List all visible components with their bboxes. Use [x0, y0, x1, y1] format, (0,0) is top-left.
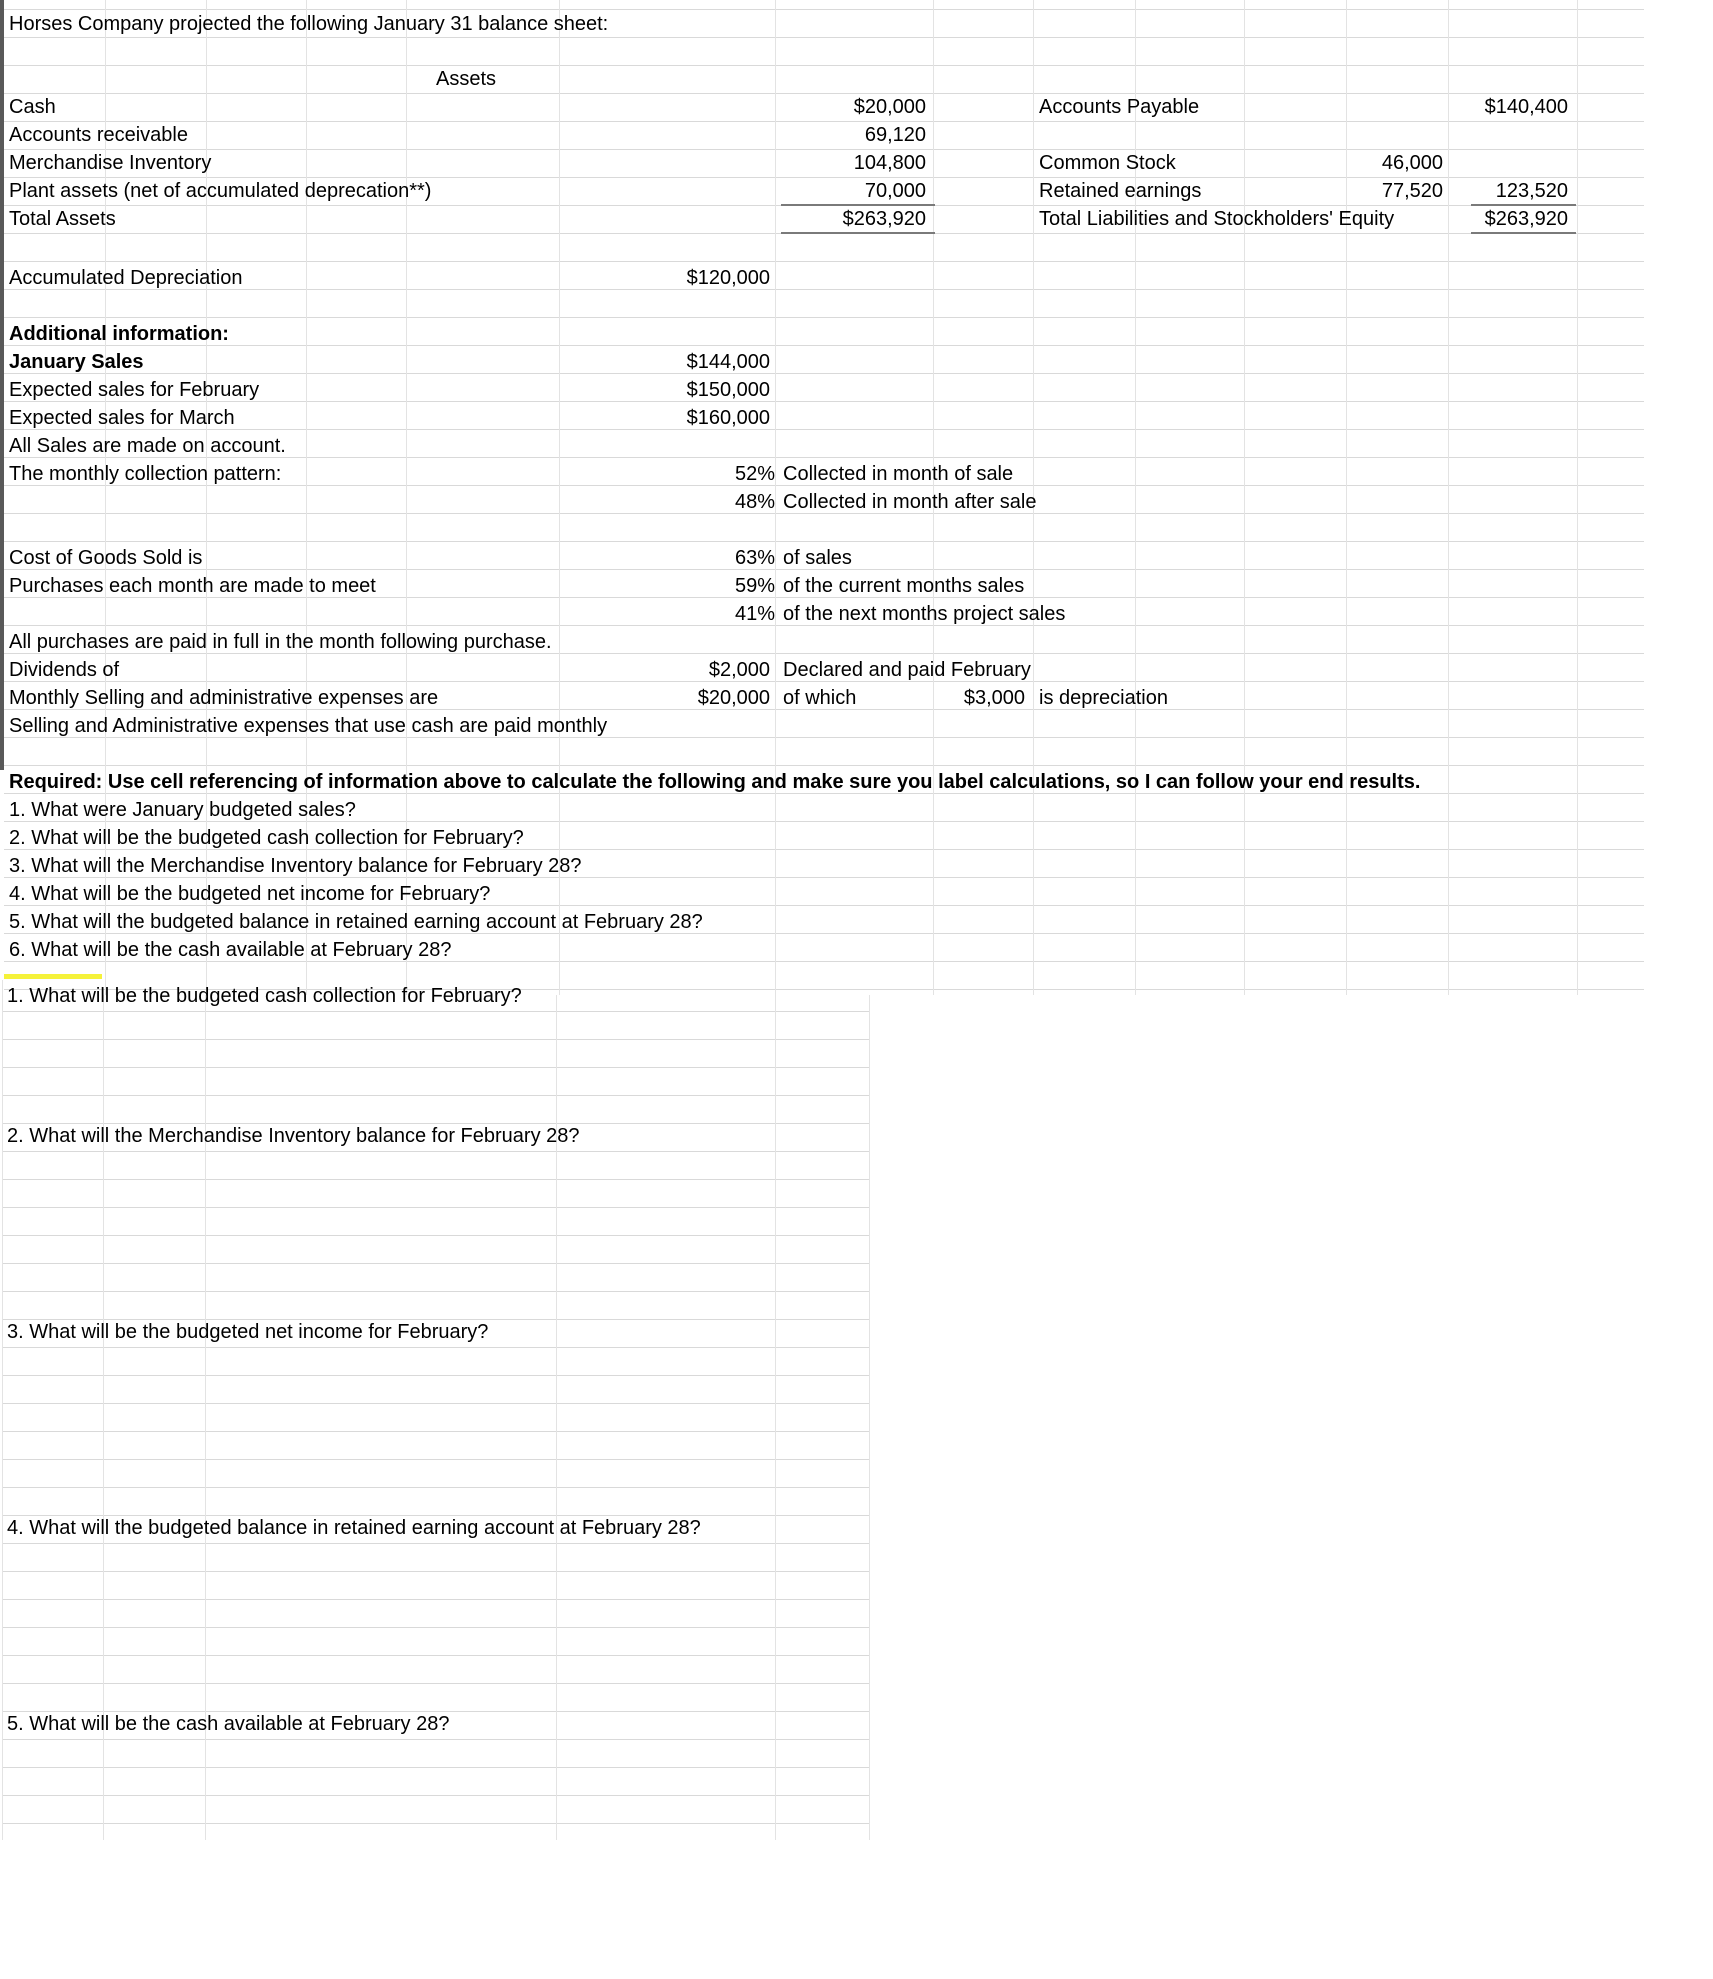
asset-label-plant[interactable]: Plant assets (net of accumulated deprecation**): [9, 180, 432, 202]
grid-row-line: [2, 1627, 870, 1628]
grid-row-line: [4, 373, 1644, 374]
grid-row-line: [4, 317, 1644, 318]
grid-column-line: [1448, 0, 1449, 995]
total-liabilities-label[interactable]: Total Liabilities and Stockholders' Equity: [1039, 208, 1395, 230]
assets-header[interactable]: Assets: [436, 68, 497, 90]
asset-value-inventory[interactable]: 104,800: [853, 152, 926, 174]
asset-value-plant[interactable]: 70,000: [864, 180, 926, 202]
required-question-1[interactable]: 1. What were January budgeted sales?: [9, 799, 356, 821]
grid-row-line: [4, 261, 1644, 262]
common-stock-value[interactable]: 46,000: [1381, 152, 1443, 174]
grid-row-line: [2, 1039, 870, 1040]
cogs-label[interactable]: Cost of Goods Sold is: [9, 547, 203, 569]
sales-on-account-text[interactable]: All Sales are made on account.: [9, 435, 286, 457]
feb-sales-label[interactable]: Expected sales for February: [9, 379, 260, 401]
purchases-label[interactable]: Purchases each month are made to meet: [9, 575, 376, 597]
grid-row-line: [2, 1207, 870, 1208]
cogs-pct[interactable]: 63%: [734, 547, 775, 569]
sga-value[interactable]: $20,000: [697, 687, 770, 709]
grid-row-line: [2, 1739, 870, 1740]
required-question-3[interactable]: 3. What will the Merchandise Inventory balance for February 28?: [9, 855, 582, 877]
sheet-title[interactable]: Horses Company projected the following January 31 balance sheet:: [9, 13, 609, 35]
grid-row-line: [2, 1347, 870, 1348]
answer-heading-1[interactable]: 1. What will be the budgeted cash collection for February?: [7, 985, 522, 1007]
yellow-highlight-mark: [4, 974, 102, 979]
grid-row-line: [2, 1571, 870, 1572]
accumulated-depreciation-label[interactable]: Accumulated Depreciation: [9, 267, 243, 289]
cogs-text[interactable]: of sales: [783, 547, 852, 569]
asset-label-ar[interactable]: Accounts receivable: [9, 124, 188, 146]
grid-row-line: [2, 1823, 870, 1824]
underline-total-liabilities: [1471, 232, 1576, 234]
collection-2-text[interactable]: Collected in month after sale: [783, 491, 1037, 513]
january-sales-value[interactable]: $144,000: [686, 351, 770, 373]
grid-column-line: [775, 995, 776, 1840]
total-liabilities-value[interactable]: $263,920: [1484, 208, 1568, 230]
asset-value-total[interactable]: $263,920: [842, 208, 926, 230]
grid-row-line: [2, 1543, 870, 1544]
dividends-text[interactable]: Declared and paid February: [783, 659, 1031, 681]
common-stock-label[interactable]: Common Stock: [1039, 152, 1176, 174]
grid-row-line: [2, 1487, 870, 1488]
grid-row-line: [4, 345, 1644, 346]
grid-row-line: [2, 1151, 870, 1152]
grid-row-line: [2, 1291, 870, 1292]
grid-row-line: [2, 1431, 870, 1432]
grid-row-line: [4, 541, 1644, 542]
answer-heading-2[interactable]: 2. What will the Merchandise Inventory balance for February 28?: [7, 1125, 580, 1147]
required-question-2[interactable]: 2. What will be the budgeted cash collection for February?: [9, 827, 524, 849]
retained-earnings-label[interactable]: Retained earnings: [1039, 180, 1202, 202]
accumulated-depreciation-value[interactable]: $120,000: [686, 267, 770, 289]
purchases-1-pct[interactable]: 59%: [734, 575, 775, 597]
underline-plant-assets: [781, 204, 935, 206]
purchases-2-pct[interactable]: 41%: [734, 603, 775, 625]
required-question-6[interactable]: 6. What will be the cash available at February 28?: [9, 939, 452, 961]
collection-pattern-label[interactable]: The monthly collection pattern:: [9, 463, 282, 485]
grid-row-line: [2, 1375, 870, 1376]
grid-row-line: [2, 1263, 870, 1264]
grid-column-line: [1244, 0, 1245, 995]
answer-heading-5[interactable]: 5. What will be the cash available at February 28?: [7, 1713, 450, 1735]
purchases-paid-text[interactable]: All purchases are paid in full in the month following purchase.: [9, 631, 552, 653]
grid-row-line: [4, 429, 1644, 430]
collection-1-pct[interactable]: 52%: [734, 463, 775, 485]
asset-label-inventory[interactable]: Merchandise Inventory: [9, 152, 212, 174]
grid-column-line: [869, 995, 870, 1840]
grid-row-line: [2, 1599, 870, 1600]
collection-2-pct[interactable]: 48%: [734, 491, 775, 513]
required-question-5[interactable]: 5. What will the budgeted balance in retained earning account at February 28?: [9, 911, 703, 933]
collection-1-text[interactable]: Collected in month of sale: [783, 463, 1014, 485]
purchases-1-text[interactable]: of the current months sales: [783, 575, 1025, 597]
answer-heading-4[interactable]: 4. What will the budgeted balance in retained earning account at February 28?: [7, 1517, 701, 1539]
grid-row-line: [2, 1067, 870, 1068]
purchases-2-text[interactable]: of the next months project sales: [783, 603, 1066, 625]
mar-sales-label[interactable]: Expected sales for March: [9, 407, 235, 429]
grid-row-line: [2, 1795, 870, 1796]
required-header[interactable]: Required: Use cell referencing of information above to calculate the following and make sure you label calculations, so I can follow your end results.: [9, 771, 1421, 793]
feb-sales-value[interactable]: $150,000: [686, 379, 770, 401]
grid-row-line: [2, 1095, 870, 1096]
january-sales-label[interactable]: January Sales: [9, 351, 144, 373]
accounts-payable-label[interactable]: Accounts Payable: [1039, 96, 1200, 118]
sga-of-which[interactable]: of which: [783, 687, 857, 709]
underline-equity-subtotal: [1471, 204, 1576, 206]
additional-info-header[interactable]: Additional information:: [9, 323, 229, 345]
sga-depreciation-value[interactable]: $3,000: [963, 687, 1025, 709]
sga-label[interactable]: Monthly Selling and administrative expenses are: [9, 687, 439, 709]
answer-heading-3[interactable]: 3. What will be the budgeted net income for February?: [7, 1321, 489, 1343]
grid-column-line: [559, 0, 560, 995]
sga-depreciation-text[interactable]: is depreciation: [1039, 687, 1168, 709]
retained-earnings-value[interactable]: 77,520: [1381, 180, 1443, 202]
grid-row-line: [2, 1767, 870, 1768]
grid-row-line: [2, 1011, 870, 1012]
left-border-bar: [0, 0, 4, 770]
grid-row-line: [2, 1179, 870, 1180]
grid-column-line: [775, 0, 776, 995]
asset-label-cash[interactable]: Cash: [9, 96, 56, 118]
grid-column-line: [1577, 0, 1578, 995]
mar-sales-value[interactable]: $160,000: [686, 407, 770, 429]
grid-row-line: [2, 1655, 870, 1656]
underline-total-assets: [781, 232, 935, 234]
equity-subtotal-value[interactable]: 123,520: [1495, 180, 1568, 202]
accounts-payable-value[interactable]: $140,400: [1484, 96, 1568, 118]
required-question-4[interactable]: 4. What will be the budgeted net income for February?: [9, 883, 491, 905]
grid-row-line: [4, 765, 1644, 766]
asset-value-cash[interactable]: $20,000: [853, 96, 926, 118]
grid-row-line: [2, 1459, 870, 1460]
grid-row-line: [2, 1403, 870, 1404]
asset-value-ar[interactable]: 69,120: [864, 124, 926, 146]
grid-column-line: [2, 980, 3, 1840]
grid-row-line: [2, 1235, 870, 1236]
grid-row-line: [4, 289, 1644, 290]
dividends-label[interactable]: Dividends of: [9, 659, 120, 681]
asset-label-total[interactable]: Total Assets: [9, 208, 116, 230]
dividends-value[interactable]: $2,000: [708, 659, 770, 681]
grid-row-line: [4, 65, 1644, 66]
grid-row-line: [2, 1683, 870, 1684]
sga-cash-text[interactable]: Selling and Administrative expenses that use cash are paid monthly: [9, 715, 608, 737]
